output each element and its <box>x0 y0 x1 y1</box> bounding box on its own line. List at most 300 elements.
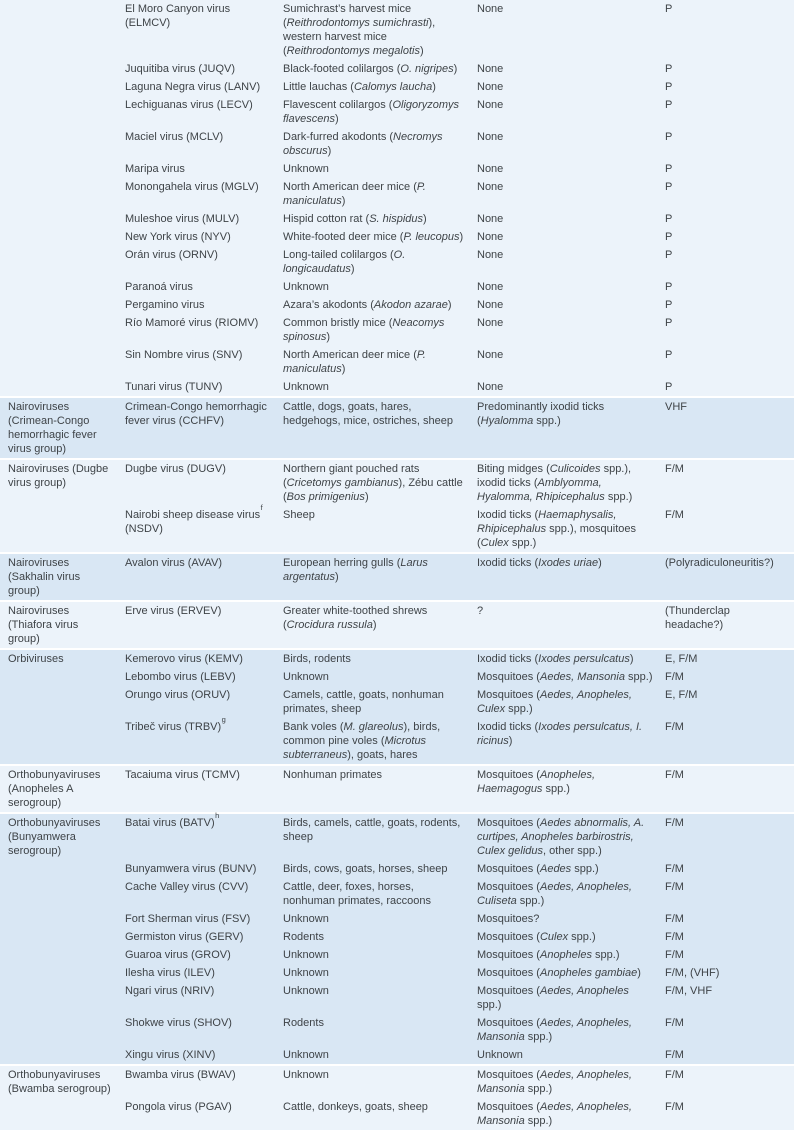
text-run: Unknown <box>283 1049 329 1061</box>
disease-cell <box>665 649 794 668</box>
text-run: F/M <box>665 1101 684 1113</box>
disease-cell <box>665 718 794 765</box>
text-run: ) <box>419 45 424 57</box>
table-row <box>0 813 794 860</box>
host-cell <box>283 60 477 78</box>
text-run: Batai virus (BATV) <box>125 817 215 829</box>
virus-name-cell <box>125 0 283 60</box>
virus-name-cell <box>125 860 283 878</box>
host-cell <box>283 1065 477 1098</box>
virus-group-section <box>0 649 794 765</box>
host-cell <box>283 78 477 96</box>
text-run: P <box>665 81 673 93</box>
virus-group-section <box>0 810 794 1065</box>
virus-name-cell <box>125 296 283 314</box>
group-label-cell: Nairoviruses (Thiafora virus group) <box>0 601 125 649</box>
vector-cell <box>477 878 665 910</box>
text-run: Cattle, deer, foxes, horses, nonhuman primates, raccoons <box>283 881 431 907</box>
virus-name-cell <box>125 96 283 128</box>
footnote-marker: h <box>215 810 220 820</box>
disease-cell <box>665 96 794 128</box>
host-cell <box>283 178 477 210</box>
vector-cell <box>477 459 665 506</box>
disease-cell <box>665 928 794 946</box>
disease-cell <box>665 228 794 246</box>
text-run: Dark-furred akodonts ( <box>283 131 394 143</box>
group-label-cell: Orthobunyaviruses (Bwamba serogroup) <box>0 1065 125 1130</box>
host-cell <box>283 346 477 378</box>
disease-cell <box>665 668 794 686</box>
virus-name-cell <box>125 160 283 178</box>
text-run: Mosquitoes ( <box>477 1017 540 1029</box>
text-run: spp.) <box>591 949 620 961</box>
virus-name-cell <box>125 1098 283 1130</box>
text-run: ) <box>372 619 377 631</box>
text-run: ) <box>326 331 331 343</box>
text-run: Mosquitoes ( <box>477 881 540 893</box>
text-run: Greater white-toothed shrews ( <box>283 605 428 631</box>
text-run: P. leucopus <box>403 231 460 243</box>
text-run: Biting midges ( <box>477 463 550 475</box>
text-run: P <box>665 281 673 293</box>
text-run: (NSDV) <box>125 523 163 535</box>
text-run: Tacaiuma virus (TCMV) <box>125 769 240 781</box>
text-run: ), goats, hares <box>347 749 418 761</box>
text-run: Mosquitoes ( <box>477 967 540 979</box>
text-run: Mosquitoes ( <box>477 863 540 875</box>
text-run: Aedes, Anopheles, Culex <box>477 689 632 715</box>
host-cell <box>283 813 477 860</box>
text-run: Crocidura russula <box>286 619 373 631</box>
vector-cell <box>477 210 665 228</box>
text-run: Birds, rodents <box>283 653 351 665</box>
text-run: ) <box>447 299 452 311</box>
host-cell <box>283 378 477 397</box>
virus-name-cell <box>125 397 283 459</box>
text-run: North American deer mice ( <box>283 349 417 361</box>
text-run: P <box>665 3 673 15</box>
virus-name-cell <box>125 553 283 601</box>
text-run: Mosquitoes ( <box>477 1101 540 1113</box>
text-run: None <box>477 299 504 311</box>
virus-name-cell <box>125 278 283 296</box>
vector-cell <box>477 601 665 649</box>
text-run: (Polyradiculoneuritis?) <box>665 557 774 569</box>
text-run: VHF <box>665 401 687 413</box>
text-run: None <box>477 163 504 175</box>
host-cell <box>283 668 477 686</box>
text-run: spp.) <box>505 703 533 715</box>
text-run: Oligoryzomys flavescens <box>283 99 460 125</box>
text-run: P <box>665 131 673 143</box>
text-run: Culicoides <box>549 463 601 475</box>
vector-cell <box>477 860 665 878</box>
text-run: Orungo virus (ORUV) <box>125 689 231 701</box>
host-cell <box>283 910 477 928</box>
text-run: Aedes, Anopheles, Mansonia <box>477 1017 632 1043</box>
virus-name-cell <box>125 78 283 96</box>
host-cell <box>283 397 477 459</box>
text-run: F/M <box>665 1049 684 1061</box>
host-cell <box>283 964 477 982</box>
text-run: Ilesha virus (ILEV) <box>125 967 215 979</box>
text-run: ? <box>477 605 484 617</box>
text-run: Aedes, Anopheles <box>539 985 629 997</box>
virus-name-cell <box>125 459 283 506</box>
host-cell <box>283 459 477 506</box>
text-run: Unknown <box>283 913 329 925</box>
text-run: None <box>477 99 504 111</box>
text-run: Larus argentatus <box>283 557 428 583</box>
text-run: F/M <box>665 769 684 781</box>
text-run: E, F/M <box>665 689 698 701</box>
text-run: Mosquitoes ( <box>477 671 540 683</box>
text-run: P <box>665 317 673 329</box>
vector-cell <box>477 228 665 246</box>
text-run: Unknown <box>283 1069 329 1081</box>
text-run: None <box>477 281 504 293</box>
vector-cell <box>477 378 665 397</box>
text-run: F/M <box>665 913 684 925</box>
text-run: Mosquitoes ( <box>477 769 540 781</box>
text-run: spp.) <box>516 895 545 907</box>
disease-cell <box>665 1046 794 1065</box>
host-cell <box>283 506 477 553</box>
text-run: None <box>477 231 504 243</box>
text-run: spp.) <box>533 415 561 427</box>
text-run: Common bristly mice ( <box>283 317 393 329</box>
text-run: Dugbe virus (DUGV) <box>125 463 226 475</box>
text-run: None <box>477 81 504 93</box>
text-run: Aedes, Mansonia <box>539 671 625 683</box>
table-row <box>0 601 794 649</box>
text-run: spp.) <box>524 1115 553 1127</box>
vector-cell <box>477 246 665 278</box>
text-run: Predominantly ixodid ticks ( <box>477 401 605 427</box>
host-cell <box>283 982 477 1014</box>
virus-name-cell <box>125 178 283 210</box>
text-run: P <box>665 349 673 361</box>
text-run: Mosquitoes ( <box>477 931 540 943</box>
disease-cell <box>665 553 794 601</box>
text-run: Mosquitoes ( <box>477 689 540 701</box>
text-run: None <box>477 381 504 393</box>
vector-cell <box>477 928 665 946</box>
disease-cell <box>665 60 794 78</box>
text-run: Unknown <box>283 985 329 997</box>
virus-name-cell <box>125 502 283 553</box>
virus-name-cell <box>125 928 283 946</box>
text-run: Bank voles ( <box>283 721 344 733</box>
text-run: F/M, (VHF) <box>665 967 720 979</box>
virus-name-cell <box>125 765 283 813</box>
vector-cell <box>477 278 665 296</box>
disease-cell <box>665 160 794 178</box>
group-label-cell: Orthobunyaviruses (Bunyamwera serogroup) <box>0 813 125 1065</box>
text-run: Aedes abnormalis, A. curtipes, Anopheles barbirostris, Culex gelidus <box>477 817 645 857</box>
host-cell <box>283 1014 477 1046</box>
virus-group-section <box>0 601 794 649</box>
text-run: F/M <box>665 863 684 875</box>
disease-cell <box>665 686 794 718</box>
text-run: Sin Nombre virus (SNV) <box>125 349 243 361</box>
vector-cell <box>477 686 665 718</box>
table-row <box>0 1065 794 1098</box>
vector-cell <box>477 506 665 553</box>
table-row <box>0 0 794 60</box>
text-run: Unknown <box>283 949 329 961</box>
text-run: Tunari virus (TUNV) <box>125 381 223 393</box>
disease-cell <box>665 946 794 964</box>
text-run: F/M <box>665 463 684 475</box>
text-run: Culex <box>480 537 509 549</box>
text-run: Cattle, dogs, goats, hares, hedgehogs, mice, ostriches, sheep <box>283 401 453 427</box>
text-run: O. nigripes <box>400 63 454 75</box>
text-run: Cricetomys gambianus <box>286 477 399 489</box>
text-run: None <box>477 181 504 193</box>
text-run: P. maniculatus <box>283 181 426 207</box>
host-cell <box>283 128 477 160</box>
text-run: None <box>477 213 504 225</box>
text-run: Anopheles <box>539 949 592 961</box>
table-row <box>0 553 794 601</box>
text-run: spp.) <box>508 537 537 549</box>
text-run: Haemaphysalis, Rhipicephalus <box>477 509 617 535</box>
text-run: Cattle, donkeys, goats, sheep <box>283 1101 428 1113</box>
text-run: F/M <box>665 671 684 683</box>
text-run: Akodon azarae <box>373 299 448 311</box>
text-run: Reithrodontomys sumichrasti <box>286 17 429 29</box>
text-run: Laguna Negra virus (LANV) <box>125 81 261 93</box>
table-row <box>0 459 794 506</box>
text-run: F/M <box>665 949 684 961</box>
text-run: Río Mamoré virus (RIOMV) <box>125 317 259 329</box>
text-run: New York virus (NYV) <box>125 231 231 243</box>
text-run: E, F/M <box>665 653 698 665</box>
text-run: F/M <box>665 881 684 893</box>
host-cell <box>283 296 477 314</box>
virus-name-cell <box>125 714 283 765</box>
text-run: Aedes, Anopheles, Mansonia <box>477 1069 632 1095</box>
text-run: Mosquitoes ( <box>477 985 540 997</box>
text-run: Pergamino virus <box>125 299 205 311</box>
text-run: Shokwe virus (SHOV) <box>125 1017 232 1029</box>
virus-name-cell <box>125 210 283 228</box>
text-run: Ixodid ticks ( <box>477 557 539 569</box>
text-run: Culex <box>539 931 569 943</box>
text-run: Calomys laucha <box>353 81 433 93</box>
vector-cell <box>477 553 665 601</box>
virus-name-cell <box>125 910 283 928</box>
footnote-marker: g <box>221 714 226 724</box>
vector-cell <box>477 78 665 96</box>
text-run: Aedes <box>539 863 572 875</box>
text-run: Necromys obscurus <box>283 131 443 157</box>
host-cell <box>283 246 477 278</box>
text-run: ) <box>629 653 634 665</box>
host-cell <box>283 860 477 878</box>
disease-cell <box>665 1098 794 1130</box>
text-run: Bos primigenius <box>286 491 365 503</box>
virus-name-cell <box>125 1065 283 1098</box>
virus-name-cell <box>125 946 283 964</box>
text-run: ) <box>334 113 339 125</box>
text-run: Germiston virus (GERV) <box>125 931 244 943</box>
text-run: spp.) <box>542 783 570 795</box>
vector-cell <box>477 649 665 668</box>
vector-cell <box>477 160 665 178</box>
disease-cell <box>665 210 794 228</box>
text-run: Birds, camels, cattle, goats, rodents, sheep <box>283 817 461 843</box>
text-run: ) <box>459 231 464 243</box>
text-run: P. maniculatus <box>283 349 426 375</box>
virus-group-section <box>0 1065 794 1130</box>
text-run: Pongola virus (PGAV) <box>125 1101 232 1113</box>
text-run: ) <box>637 967 641 979</box>
text-run: Hispid cotton rat ( <box>283 213 370 225</box>
host-cell <box>283 160 477 178</box>
text-run: None <box>477 249 504 261</box>
text-run: ), birds, common pine voles ( <box>283 721 441 747</box>
virus-group-section <box>0 397 794 459</box>
text-run: M. glareolus <box>343 721 404 733</box>
host-cell <box>283 1046 477 1065</box>
text-run: Tribeč virus (TRBV) <box>125 721 222 733</box>
disease-cell <box>665 765 794 813</box>
text-run: Orán virus (ORNV) <box>125 249 218 261</box>
text-run: Birds, cows, goats, horses, sheep <box>283 863 448 875</box>
host-cell <box>283 314 477 346</box>
text-run: Unknown <box>283 281 329 293</box>
text-run: Ixodid ticks ( <box>477 721 539 733</box>
text-run: Ngari virus (NRIV) <box>125 985 215 997</box>
text-run: Reithrodontomys megalotis <box>286 45 420 57</box>
disease-cell <box>665 128 794 160</box>
text-run: spp.) <box>568 931 596 943</box>
text-run: Bwamba virus (BWAV) <box>125 1069 236 1081</box>
text-run: ), western harvest mice ( <box>283 17 436 57</box>
group-label-cell <box>0 0 125 397</box>
text-run: Paranoá virus <box>125 281 193 293</box>
virus-name-cell <box>125 228 283 246</box>
text-run: Bunyamwera virus (BUNV) <box>125 863 257 875</box>
host-cell <box>283 1098 477 1130</box>
disease-cell <box>665 0 794 60</box>
text-run: F/M, VHF <box>665 985 713 997</box>
text-run: Mosquitoes? <box>477 913 540 925</box>
text-run: Ixodes persulcatus, I. ricinus <box>477 721 643 747</box>
text-run: Aedes, Anopheles, Mansonia <box>477 1101 632 1127</box>
text-run: spp.) <box>624 671 653 683</box>
virus-name-cell <box>125 668 283 686</box>
text-run: European herring gulls ( <box>283 557 401 569</box>
virus-name-cell <box>125 314 283 346</box>
host-cell <box>283 649 477 668</box>
disease-cell <box>665 964 794 982</box>
text-run: Lechiguanas virus (LECV) <box>125 99 253 111</box>
group-label-cell: Orthobunyaviruses (Anopheles A serogroup) <box>0 765 125 813</box>
disease-cell <box>665 178 794 210</box>
text-run: None <box>477 63 504 75</box>
text-run: Ixodes persulcatus <box>538 653 630 665</box>
text-run: P <box>665 181 673 193</box>
disease-cell <box>665 296 794 314</box>
text-run: Northern giant pouched rats ( <box>283 463 420 489</box>
vector-cell <box>477 982 665 1014</box>
text-run: Xingu virus (XINV) <box>125 1049 216 1061</box>
disease-cell <box>665 278 794 296</box>
text-run: Ixodes uriae <box>538 557 599 569</box>
text-run: White-footed deer mice ( <box>283 231 404 243</box>
text-run: ) <box>432 81 436 93</box>
text-run: None <box>477 349 504 361</box>
vector-cell <box>477 346 665 378</box>
text-run: Mosquitoes ( <box>477 817 540 829</box>
vector-cell <box>477 96 665 128</box>
vector-cell <box>477 128 665 160</box>
host-cell <box>283 228 477 246</box>
disease-cell <box>665 378 794 397</box>
text-run: P <box>665 299 673 311</box>
text-run: Unknown <box>283 163 329 175</box>
text-run: spp.) <box>477 999 502 1011</box>
text-run: Neacomys spinosus <box>283 317 445 343</box>
text-run: Fort Sherman virus (FSV) <box>125 913 251 925</box>
table-row <box>0 397 794 459</box>
disease-cell <box>665 982 794 1014</box>
virus-name-cell <box>125 649 283 668</box>
text-run: Sheep <box>283 509 315 521</box>
text-run: spp.) <box>571 863 599 875</box>
disease-cell <box>665 78 794 96</box>
host-cell <box>283 601 477 649</box>
text-run: spp.) <box>524 1031 553 1043</box>
text-run: Black-footed colilargos ( <box>283 63 401 75</box>
virus-group-section <box>0 0 794 397</box>
text-run: Unknown <box>477 1049 523 1061</box>
virus-name-cell <box>125 810 283 860</box>
virus-name-cell <box>125 346 283 378</box>
vector-cell <box>477 296 665 314</box>
text-run: F/M <box>665 931 684 943</box>
text-run: ) <box>327 145 332 157</box>
text-run: P <box>665 213 673 225</box>
host-cell <box>283 686 477 718</box>
vector-cell <box>477 1046 665 1065</box>
virus-name-cell <box>125 964 283 982</box>
text-run: Unknown <box>283 381 329 393</box>
host-cell <box>283 878 477 910</box>
disease-cell <box>665 246 794 278</box>
host-cell <box>283 718 477 765</box>
text-run: (Thunderclap headache?) <box>665 605 730 631</box>
text-run: P <box>665 163 673 175</box>
disease-cell <box>665 346 794 378</box>
text-run: ) <box>364 491 369 503</box>
disease-cell <box>665 314 794 346</box>
host-cell <box>283 765 477 813</box>
text-run: P <box>665 381 673 393</box>
text-run: None <box>477 3 504 15</box>
vector-cell <box>477 0 665 60</box>
vector-cell <box>477 60 665 78</box>
text-run: Camels, cattle, goats, nonhuman primates, sheep <box>283 689 444 715</box>
virus-name-cell <box>125 878 283 910</box>
host-cell <box>283 553 477 601</box>
text-run: ) <box>334 571 339 583</box>
text-run: Rodents <box>283 931 324 943</box>
text-run: Juquitiba virus (JUQV) <box>125 63 236 75</box>
